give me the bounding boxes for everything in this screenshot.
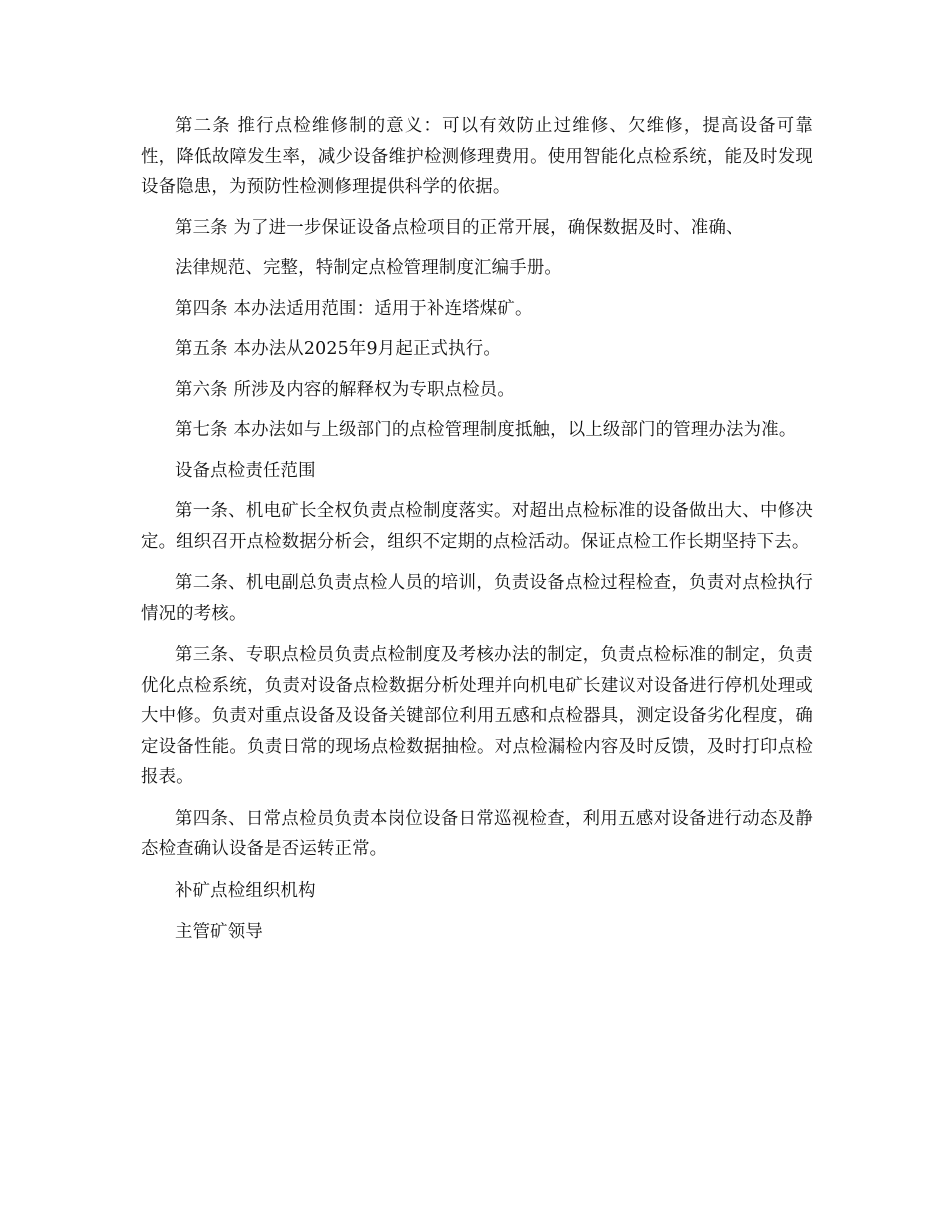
paragraph-article-7-precedence: 第七条 本办法如与上级部门的点检管理制度抵触，以上级部门的管理办法为准。 bbox=[175, 420, 797, 440]
section-heading-responsibility: 设备点检责任范围 bbox=[175, 460, 316, 481]
document-body bbox=[141, 111, 813, 948]
paragraph-article-3-continuation: 法律规范、完整，特制定点检管理制度汇编手册。 bbox=[175, 258, 562, 278]
paragraph-responsibility-3: 第三条、专职点检员负责点检制度及考核办法的制定，负责点检标准的制定，负责优化点检系统，负责对设备点检数据分析处理并向机电矿长建议对设备进行停机处理或大中修。负责对重点设备及设备关键部位利用五感和点检器具，测定设备劣化程度，确定设备性能。负责日常的现场点检数据抽检。对点检漏检内容及时反馈，及时打印点检报表。 bbox=[141, 645, 813, 787]
section-heading-leadership: 主管矿领导 bbox=[175, 922, 263, 942]
paragraph-responsibility-2: 第二条、机电副总负责点检人员的培训，负责设备点检过程检查，负责对点检执行情况的考核。 bbox=[141, 573, 813, 624]
paragraph-article-3-purpose: 第三条 为了进一步保证设备点检项目的正常开展，确保数据及时、准确、 bbox=[175, 217, 744, 238]
paragraph-article-2-significance: 第二条 推行点检维修制的意义：可以有效防止过维修、欠维修，提高设备可靠性，降低故障发生率，减少设备维护检测修理费用。使用智能化点检系统，能及时发现设备隐患，为预防性检测修理提供科学的依据。 bbox=[141, 116, 813, 197]
paragraph-article-5-effective-date: 第五条 本办法从2025年9月起正式执行。 bbox=[175, 339, 501, 359]
paragraph-article-6-interpretation: 第六条 所涉及内容的解释权为专职点检员。 bbox=[175, 379, 515, 400]
paragraph-responsibility-4: 第四条、日常点检员负责本岗位设备日常巡视检查，利用五感对设备进行动态及静态检查确认设备是否运转正常。 bbox=[141, 808, 813, 859]
paragraph-responsibility-1: 第一条、机电矿长全权负责点检制度落实。对超出点检标准的设备做出大、中修决定。组织召开点检数据分析会，组织不定期的点检活动。保证点检工作长期坚持下去。 bbox=[141, 501, 813, 552]
section-heading-organization: 补矿点检组织机构 bbox=[175, 880, 316, 901]
paragraph-article-4-scope: 第四条 本办法适用范围：适用于补连塔煤矿。 bbox=[175, 298, 533, 319]
